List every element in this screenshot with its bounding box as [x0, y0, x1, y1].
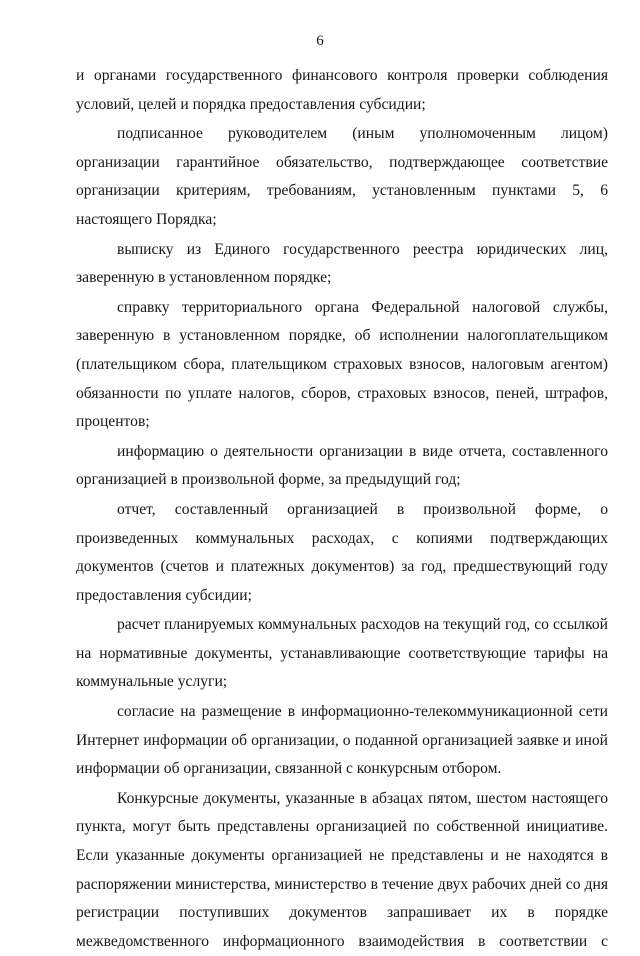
- paragraph-9: Конкурсные документы, указанные в абзацах пятом, шестом настоящего пункта, могут быть представлены организацией по собственной инициативе. Если указанные документы организацией не представлены и не находятся в распоряжении министерства, министерство в течение двух рабочих дней со дня регистрации поступивших документов запрашивает их в порядке межведомственного информационного взаимодействия в соответствии с: [76, 789, 608, 950]
- paragraph-8: согласие на размещение в информационно-телекоммуникационной сети Интернет информации об организации, о поданной организацией заявке и иной информации об организации, связанной с конкурсным отбором.: [76, 703, 608, 778]
- paragraph-1: и органами государственного финансового контроля проверки соблюдения условий, целей и порядка предоставления субсидии;: [76, 67, 608, 113]
- page-number: 6: [316, 33, 324, 49]
- paragraph-5: информацию о деятельности организации в виде отчета, составленного организацией в произвольной форме, за предыдущий год;: [76, 442, 608, 489]
- paragraph-2: подписанное руководителем (иным уполномоченным лицом) организации гарантийное обязательство, подтверждающее соответствие организации критериям, требованиям, установленным пунктами 5, 6 настоящего Порядка;: [76, 125, 608, 228]
- paragraph-4: справку территориального органа Федеральной налоговой службы, заверенную в установленном порядке, об исполнении налогоплательщиком (плательщиком сбора, плательщиком страховых взносов, налоговым агентом) обязанности по уплате налогов, сборов, страховых взносов, пеней, штрафов, процентов;: [76, 298, 608, 431]
- paragraph-6: отчет, составленный организацией в произвольной форме, о произведенных коммунальных расходах, с копиями подтверждающих документов (счетов и платежных документов) за год, предшествующий году предоставления субсидии;: [76, 500, 608, 604]
- document-body: [76, 62, 608, 956]
- paragraph-7: расчет планируемых коммунальных расходов на текущий год, со ссылкой на нормативные документы, устанавливающие соответствующие тарифы на коммунальные услуги;: [76, 616, 608, 691]
- paragraph-3: выписку из Единого государственного реестра юридических лиц, заверенную в установленном порядке;: [76, 240, 608, 287]
